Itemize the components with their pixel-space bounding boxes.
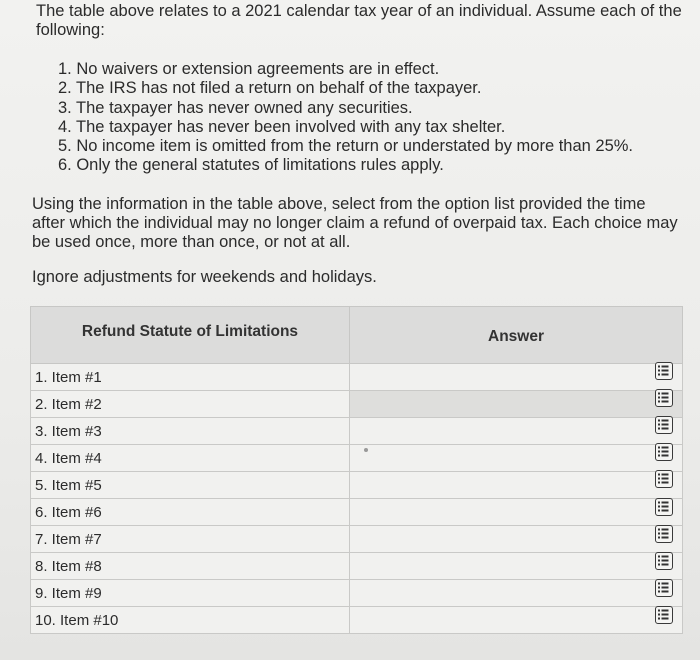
table-row [31,364,683,391]
list-menu-icon[interactable] [655,498,673,516]
answer-select[interactable] [350,499,683,526]
table-row [31,445,683,472]
list-menu-icon[interactable] [655,443,673,461]
list-menu-icon[interactable] [655,579,673,597]
answer-select[interactable] [350,607,683,634]
header-item: Refund Statute of Limitations [31,307,350,364]
condition-item: 2. The IRS has not filed a return on behalf of the taxpayer. [58,79,482,98]
answer-table [30,306,682,634]
item-label: 3. Item #3 [31,418,350,445]
table-row [31,607,683,634]
item-label: 10. Item #10 [31,607,350,634]
list-menu-icon[interactable] [655,470,673,488]
answer-select[interactable] [350,364,683,391]
condition-item: 5. No income item is omitted from the return or understated by more than 25%. [58,137,634,156]
condition-item: 6. Only the general statutes of limitations rules apply. [58,156,444,175]
answer-select[interactable] [350,553,683,580]
list-menu-icon[interactable] [655,362,673,380]
list-menu-icon[interactable] [655,552,673,570]
answer-select[interactable] [350,526,683,553]
table-row [31,580,683,607]
conditions-list [58,60,633,176]
item-label: 9. Item #9 [31,580,350,607]
item-label: 2. Item #2 [31,391,350,418]
table-row [31,472,683,499]
header-answer: Answer [350,307,683,364]
condition-item: 1. No waivers or extension agreements are in effect. [58,60,440,78]
answer-select[interactable] [350,418,683,445]
item-label: 6. Item #6 [31,499,350,526]
intro-text: The table above relates to a 2021 calendar tax year of an individual. Assume each of the following: [36,2,682,39]
answer-select[interactable] [350,472,683,499]
condition-item: 3. The taxpayer has never owned any securities. [58,98,413,117]
table-row [31,553,683,580]
item-label: 5. Item #5 [31,472,350,499]
list-menu-icon[interactable] [655,389,673,407]
table-row [31,391,683,418]
ignore-note: Ignore adjustments for weekends and holidays. [32,268,377,286]
condition-item: 4. The taxpayer has never been involved with any tax shelter. [58,117,506,136]
cursor-dot [364,448,368,452]
item-label: 1. Item #1 [31,364,350,391]
table-row [31,418,683,445]
list-menu-icon[interactable] [655,416,673,434]
list-menu-icon[interactable] [655,525,673,543]
list-menu-icon[interactable] [655,606,673,624]
answer-select[interactable] [350,445,683,472]
table-row [31,526,683,553]
item-label: 4. Item #4 [31,445,350,472]
table-header-row [31,307,683,364]
table-row [31,499,683,526]
item-label: 7. Item #7 [31,526,350,553]
answer-select[interactable] [350,391,683,418]
answer-select[interactable] [350,580,683,607]
item-label: 8. Item #8 [31,553,350,580]
instructions-text: Using the information in the table above, select from the option list provided the time after which the individual may no longer claim a refund of overpaid tax. Each choice may be used once, more than once, or not at all. [32,195,678,251]
